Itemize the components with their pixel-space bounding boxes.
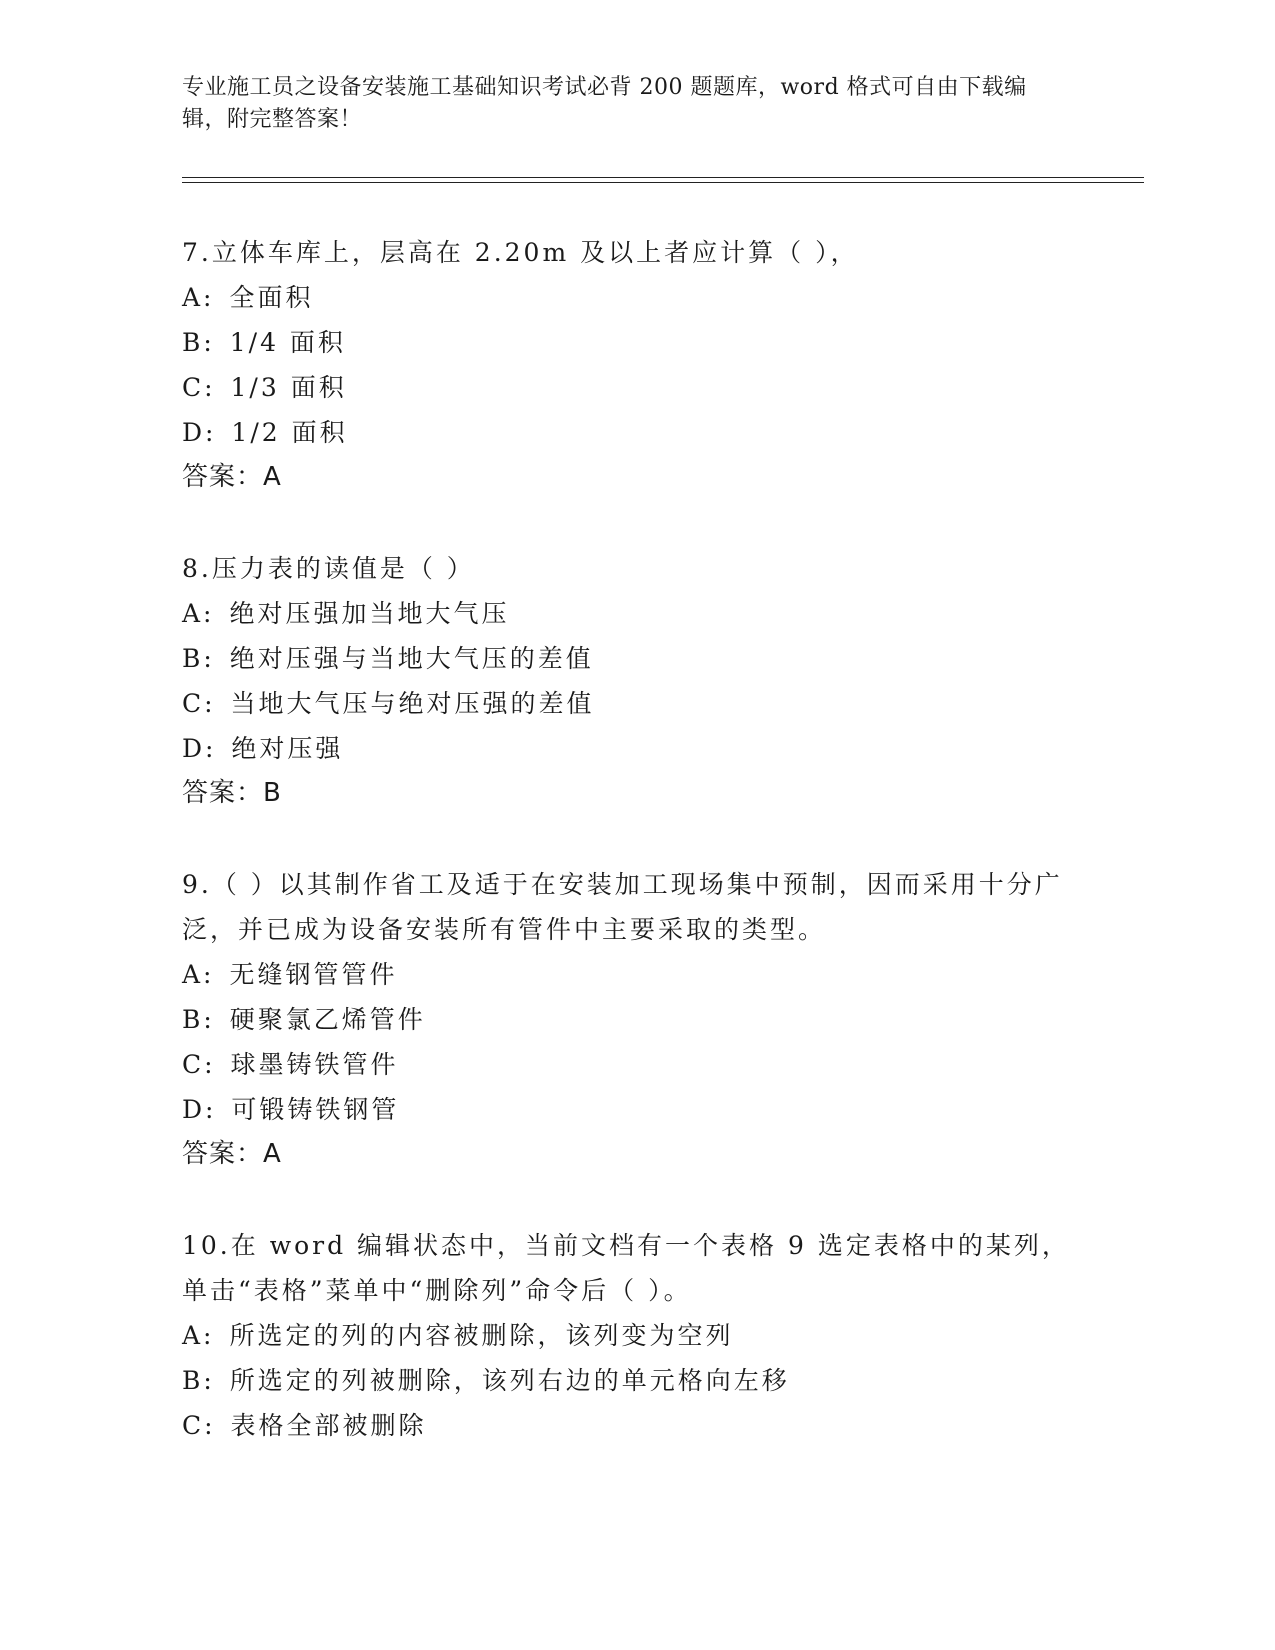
- option-c: [182, 365, 1082, 410]
- option-key: D:: [182, 1095, 217, 1124]
- option-key: B:: [182, 328, 215, 357]
- question-list: [182, 230, 1082, 1494]
- option-text: 绝对压强与当地大气压的差值: [229, 644, 594, 673]
- option-key: C:: [182, 373, 216, 402]
- option-c: [182, 1042, 1082, 1087]
- option-c: [182, 1403, 1082, 1448]
- option-a: [182, 952, 1082, 997]
- option-text: 硬聚氯乙烯管件: [229, 1005, 426, 1034]
- answer-line: 答案：A: [182, 1139, 282, 1169]
- option-text: 1/2 面积: [231, 418, 348, 447]
- option-text: 所选定的列的内容被删除，该列变为空列: [229, 1321, 734, 1350]
- answer-line: 答案：A: [182, 462, 282, 492]
- option-text: 1/3 面积: [230, 373, 347, 402]
- option-key: C:: [182, 689, 216, 718]
- option-text: 所选定的列被删除，该列右边的单元格向左移: [229, 1366, 790, 1395]
- option-key: D:: [182, 734, 217, 763]
- option-text: 可锻铸铁钢管: [231, 1095, 400, 1124]
- question-stem: 10.在 word 编辑状态中，当前文档有一个表格 9 选定表格中的某列，单击“表格”菜单中“删除列”命令后（ ）。: [182, 1231, 1070, 1305]
- question-stem: 8.压力表的读值是（ ）: [182, 554, 475, 583]
- option-a: [182, 1313, 1082, 1358]
- header-rule-bottom: [182, 182, 1144, 183]
- option-d: [182, 726, 1082, 771]
- question-7: [182, 230, 1082, 500]
- question-8: [182, 546, 1082, 816]
- option-text: 当地大气压与绝对压强的差值: [230, 689, 595, 718]
- option-key: A:: [182, 1321, 215, 1350]
- question-10: [182, 1223, 1082, 1448]
- option-key: A:: [182, 283, 215, 312]
- option-key: B:: [182, 1366, 215, 1395]
- option-key: C:: [182, 1050, 216, 1079]
- question-9: [182, 862, 1082, 1177]
- option-key: B:: [182, 644, 215, 673]
- option-key: C:: [182, 1411, 216, 1440]
- option-a: [182, 591, 1082, 636]
- header-rule-top: [182, 177, 1144, 178]
- answer-line: 答案：B: [182, 778, 282, 808]
- option-text: 无缝钢管管件: [229, 960, 398, 989]
- option-key: B:: [182, 1005, 215, 1034]
- option-d: [182, 410, 1082, 455]
- option-key: A:: [182, 599, 215, 628]
- question-stem: 7.立体车库上，层高在 2.20m 及以上者应计算（ ），: [182, 238, 859, 267]
- option-text: 全面积: [229, 283, 314, 312]
- option-b: [182, 1358, 1082, 1403]
- option-c: [182, 681, 1082, 726]
- option-d: [182, 1087, 1082, 1132]
- option-key: D:: [182, 418, 217, 447]
- option-text: 球墨铸铁管件: [230, 1050, 399, 1079]
- option-b: [182, 320, 1082, 365]
- option-text: 表格全部被删除: [230, 1411, 427, 1440]
- option-text: 绝对压强加当地大气压: [229, 599, 510, 628]
- option-text: 绝对压强: [231, 734, 344, 763]
- option-b: [182, 636, 1082, 681]
- document-header: 专业施工员之设备安装施工基础知识考试必背 200 题题库，word 格式可自由下载编辑，附完整答案！: [182, 75, 1027, 132]
- question-stem: 9.（ ）以其制作省工及适于在安装加工现场集中预制，因而采用十分广泛，并已成为设备安装所有管件中主要采取的类型。: [182, 870, 1063, 944]
- option-key: A:: [182, 960, 215, 989]
- option-text: 1/4 面积: [229, 328, 346, 357]
- option-b: [182, 997, 1082, 1042]
- option-a: [182, 275, 1082, 320]
